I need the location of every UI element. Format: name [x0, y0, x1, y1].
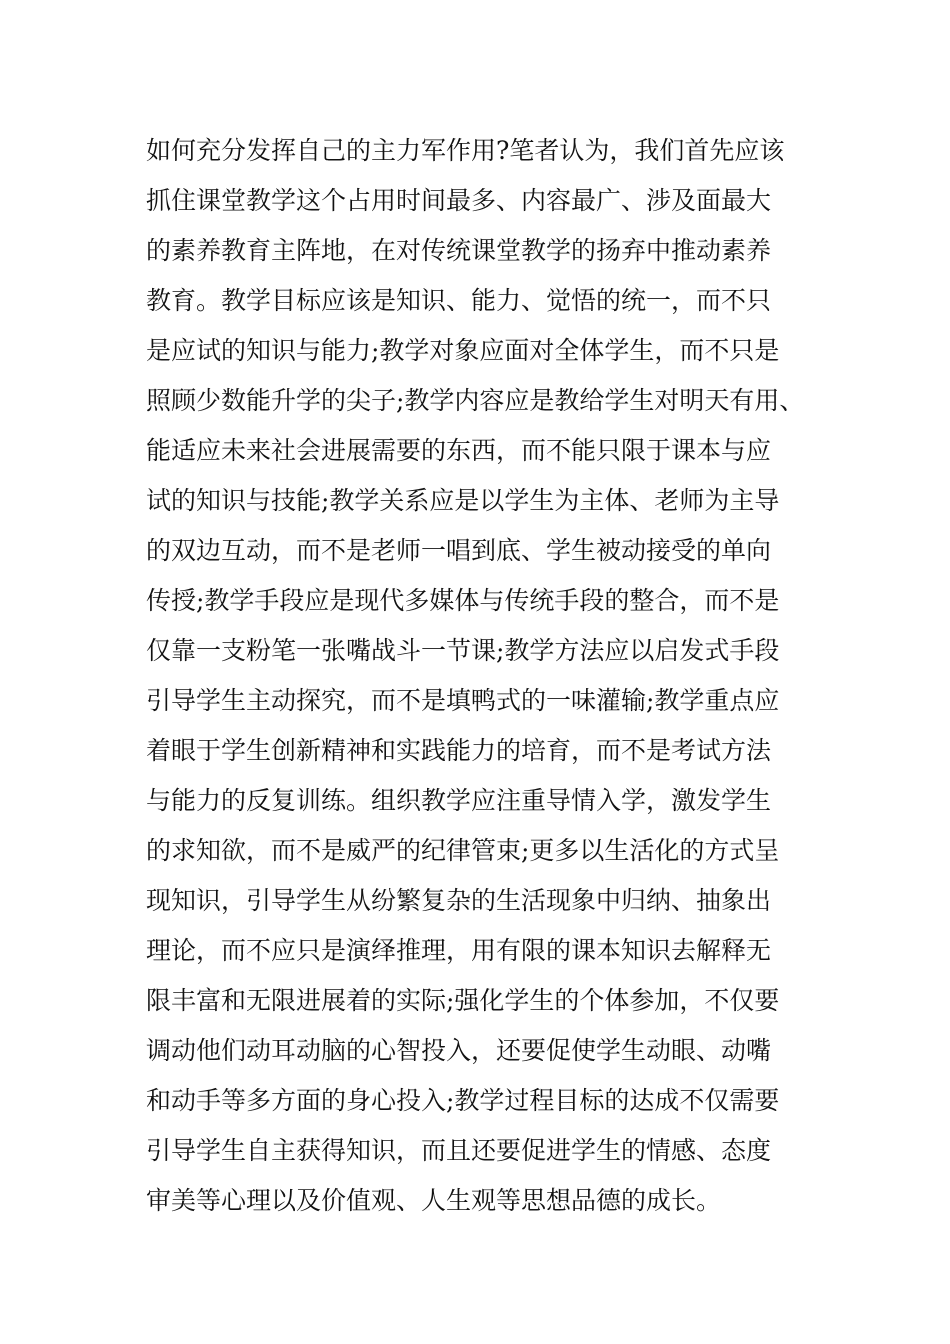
text-line: 和动手等多方面的身心投入;教学过程目标的达成不仅需要: [146, 1086, 780, 1115]
text-line: 仅靠一支粉笔一张嘴战斗一节课;教学方法应以启发式手段: [146, 636, 780, 665]
text-line: 引导学生主动探究，而不是填鸭式的一味灌输;教学重点应: [146, 686, 780, 715]
text-line: 引导学生自主获得知识，而且还要促进学生的情感、态度: [146, 1136, 772, 1165]
text-line: 的双边互动，而不是老师一唱到底、学生被动接受的单向: [146, 536, 772, 565]
text-line: 抓住课堂教学这个占用时间最多、内容最广、涉及面最大: [146, 186, 772, 215]
text-line: 是应试的知识与能力;教学对象应面对全体学生，而不只是: [146, 336, 780, 365]
text-line: 与能力的反复训练。组织教学应注重导情入学，激发学生: [146, 786, 772, 815]
text-line: 能适应未来社会进展需要的东西，而不能只限于课本与应: [146, 436, 772, 465]
text-line: 现知识，引导学生从纷繁复杂的生活现象中归纳、抽象出: [146, 886, 772, 915]
text-line: 限丰富和无限进展着的实际;强化学生的个体参加，不仅要: [146, 986, 780, 1015]
text-line: 着眼于学生创新精神和实践能力的培育，而不是考试方法: [146, 736, 772, 765]
text-line: 如何充分发挥自己的主力军作用?笔者认为，我们首先应该: [146, 136, 785, 165]
text-line: 教育。教学目标应该是知识、能力、觉悟的统一，而不只: [146, 286, 772, 315]
text-line: 审美等心理以及价值观、人生观等思想品德的成长。: [146, 1186, 722, 1215]
text-line: 调动他们动耳动脑的心智投入，还要促使学生动眼、动嘴: [146, 1036, 772, 1065]
text-line: 的素养教育主阵地，在对传统课堂教学的扬弃中推动素养: [146, 236, 772, 265]
text-line: 的求知欲，而不是威严的纪律管束;更多以生活化的方式呈: [146, 836, 780, 865]
body-paragraph: [146, 126, 826, 1226]
text-line: 照顾少数能升学的尖子;教学内容应是教给学生对明天有用、: [146, 386, 805, 415]
text-line: 理论，而不应只是演绎推理，用有限的课本知识去解释无: [146, 936, 772, 965]
text-line: 试的知识与技能;教学关系应是以学生为主体、老师为主导: [146, 486, 780, 515]
text-line: 传授;教学手段应是现代多媒体与传统手段的整合，而不是: [146, 586, 780, 615]
